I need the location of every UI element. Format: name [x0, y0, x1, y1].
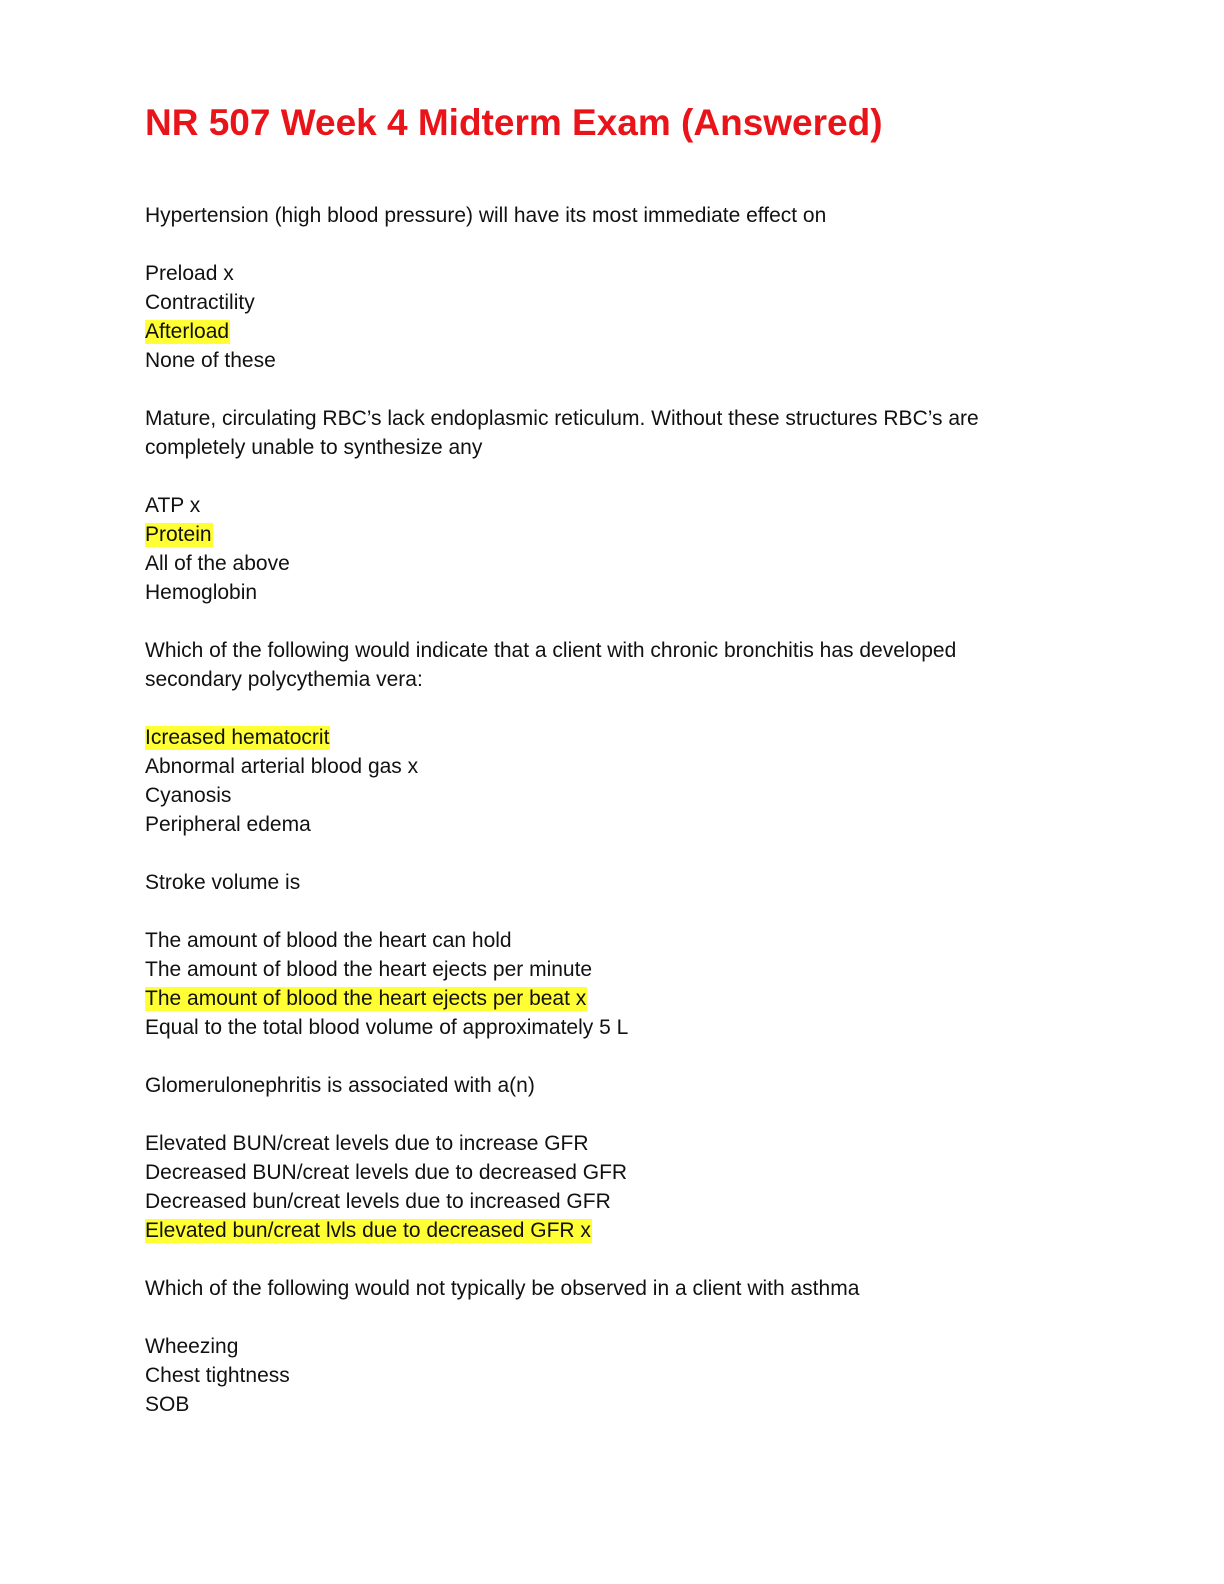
answer-options — [145, 1129, 1105, 1245]
answer-option: The amount of blood the heart can hold — [145, 929, 512, 952]
answer-options — [145, 259, 1105, 375]
question-list — [145, 201, 1105, 1419]
question-text: Stroke volume is — [145, 871, 301, 894]
answer-option: Contractility — [145, 291, 255, 314]
question-text: Mature, circulating RBC’s lack endoplasmic reticulum. Without these structures RBC’s are completely unable to synthesize any — [145, 407, 979, 459]
document-title: NR 507 Week 4 Midterm Exam (Answered) — [145, 102, 883, 143]
question-text: Which of the following would not typically be observed in a client with asthma — [145, 1277, 860, 1300]
question-3 — [145, 636, 1105, 839]
answer-options — [145, 926, 1105, 1042]
answer-option: All of the above — [145, 552, 290, 575]
answer-option: Hemoglobin — [145, 581, 258, 604]
answer-option: None of these — [145, 349, 276, 372]
answer-option: Wheezing — [145, 1335, 239, 1358]
answer-option: Chest tightness — [145, 1364, 290, 1387]
answer-option-highlighted: Protein — [145, 523, 212, 546]
question-4 — [145, 868, 1105, 1042]
answer-option: Cyanosis — [145, 784, 232, 807]
answer-option-highlighted: Icreased hematocrit — [145, 726, 330, 749]
answer-option: Preload x — [145, 262, 234, 285]
answer-option: Decreased BUN/creat levels due to decreased GFR — [145, 1161, 628, 1184]
answer-option-highlighted: Afterload — [145, 320, 230, 343]
answer-option-highlighted: Elevated bun/creat lvls due to decreased GFR x — [145, 1219, 591, 1242]
answer-option: ATP x — [145, 494, 201, 517]
question-text: Glomerulonephritis is associated with a(n) — [145, 1074, 535, 1097]
question-5 — [145, 1071, 1105, 1245]
answer-options — [145, 1332, 1105, 1419]
document-page — [145, 98, 1105, 1448]
answer-option-highlighted: The amount of blood the heart ejects per beat x — [145, 987, 587, 1010]
answer-option: Peripheral edema — [145, 813, 311, 836]
answer-options — [145, 723, 1105, 839]
answer-option: Elevated BUN/creat levels due to increase GFR — [145, 1132, 589, 1155]
answer-option: The amount of blood the heart ejects per minute — [145, 958, 593, 981]
question-2 — [145, 404, 1105, 607]
answer-option: Equal to the total blood volume of approximately 5 L — [145, 1016, 629, 1039]
answer-option: SOB — [145, 1393, 190, 1416]
question-text: Which of the following would indicate that a client with chronic bronchitis has developed secondary polycythemia vera: — [145, 639, 957, 691]
answer-options — [145, 491, 1105, 607]
answer-option: Decreased bun/creat levels due to increased GFR — [145, 1190, 611, 1213]
question-text: Hypertension (high blood pressure) will have its most immediate effect on — [145, 204, 827, 227]
question-6 — [145, 1274, 1105, 1419]
question-1 — [145, 201, 1105, 375]
answer-option: Abnormal arterial blood gas x — [145, 755, 419, 778]
